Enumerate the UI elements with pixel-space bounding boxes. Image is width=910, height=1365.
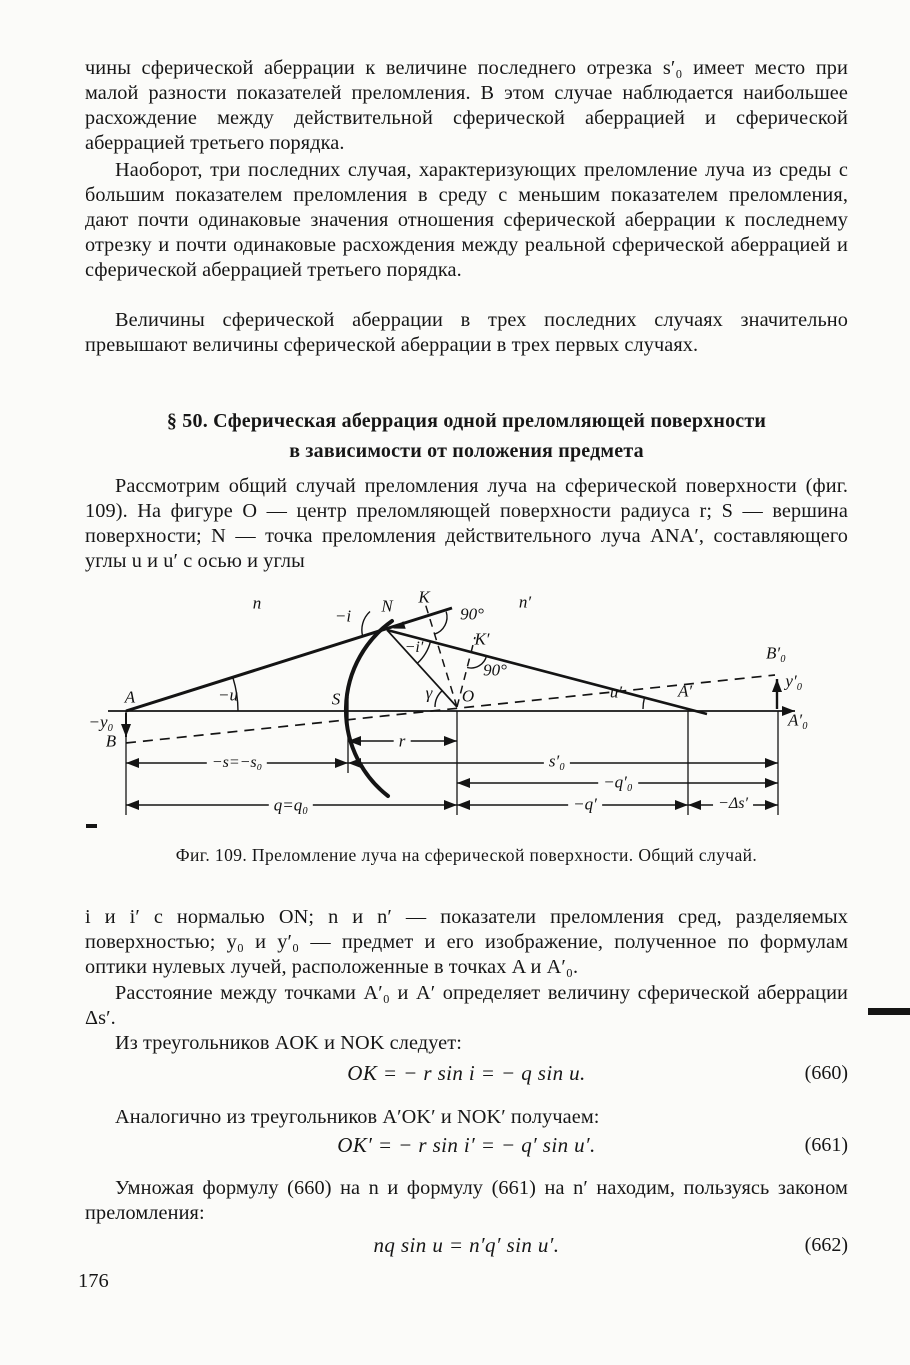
label-A-prime: A′ — [677, 681, 693, 701]
label-n-prime: n′ — [518, 592, 532, 612]
equation-662-expression: nq sin u = n′q′ sin u′. — [373, 1233, 560, 1257]
equation-661-number: (661) — [804, 1134, 848, 1156]
label-dimension-q: q=q₀ — [269, 797, 313, 814]
angle-arc-gamma — [435, 691, 442, 707]
label-K: K — [418, 587, 430, 607]
label-dimension-q-prime: −q′ — [568, 796, 602, 813]
label-A0-prime: A′₀ — [787, 710, 809, 730]
label-A: A — [124, 687, 136, 707]
section-heading — [85, 406, 848, 466]
paragraph-6: Расстояние между точками A′₀ и A′ определяет величину сферической аберрации Δs′. — [85, 982, 848, 1029]
label-y0-prime: y′₀ — [785, 671, 803, 691]
section-heading-line1: § 50. Сферическая аберрация одной преломляющей поверхности — [166, 410, 767, 432]
label-n: n — [252, 593, 262, 613]
label-dimension-q0-prime: −q′₀ — [598, 774, 638, 791]
label-dimension-delta-s-prime: −Δs′ — [713, 796, 753, 812]
equation-660-expression: OK = − r sin i = − q sin u. — [347, 1061, 586, 1085]
label-N: N — [381, 596, 393, 616]
label-minus-i-prime: −i′ — [404, 639, 424, 656]
scan-artifact-right-margin — [868, 1008, 910, 1015]
section-heading-line2: в зависимости от положения предмета — [289, 440, 644, 462]
paragraph-2: Наоборот, три последних случая, характеризующих преломление луча из среды с большим показателем преломления в среду с меньшим показателем преломления, дают почти одинаковые значения отношения сферической аберрации к последнему отрезку и почти одинаковые расхождения между реальной сферической аберрацией и сферической аберрацией третьего порядка. — [85, 159, 848, 281]
equation-660-number: (660) — [804, 1062, 848, 1084]
angle-arc-90-top — [434, 612, 447, 635]
paragraph-continuation: чины сферической аберрации к величине последнего отрезка s′₀ имеет место при малой разности показателей преломления. В этом случае наблюдается наибольшее расхождение между действительной сферической аберрацией и сферической аберрацией третьего порядка. — [85, 57, 848, 154]
figure-109-diagram — [85, 587, 825, 841]
label-B0-prime: B′₀ — [765, 643, 787, 663]
label-minus-y0: −y₀ — [88, 712, 114, 732]
label-u-prime: u′ — [609, 682, 623, 702]
paragraph-7: Из треугольников AOK и NOK следует: — [115, 1032, 462, 1054]
label-gamma: γ — [425, 683, 433, 703]
equation-662-number: (662) — [804, 1234, 848, 1256]
angle-arc-u-prime — [643, 698, 645, 709]
paragraph-8: Аналогично из треугольников A′OK′ и NOK′ получаем: — [115, 1106, 600, 1128]
equation-661-expression: OK′ = − r sin i′ = − q′ sin u′. — [337, 1133, 596, 1157]
paragraph-3: Величины сферической аберрации в трех последних случаях значительно превышают величины сферической аберрации в трех первых случаях. — [85, 309, 848, 356]
label-O: O — [461, 686, 475, 706]
paragraph-9: Умножая формулу (660) на n и формулу (661) на n′ находим, пользуясь законом преломления: — [85, 1177, 848, 1224]
label-minus-i: −i — [334, 606, 352, 626]
figure-caption: Фиг. 109. Преломление луча на сферической поверхности. Общий случай. — [175, 845, 758, 865]
label-90-top: 90° — [460, 604, 484, 624]
page-number: 176 — [78, 1270, 109, 1292]
label-K-prime: K′ — [474, 629, 490, 649]
label-dimension-s: −s=−s₀ — [207, 755, 267, 771]
label-S: S — [331, 689, 341, 709]
label-dimension-r: r — [394, 733, 411, 750]
spherical-surface-arc — [346, 621, 392, 796]
equation-661 — [85, 1133, 848, 1163]
label-dimension-s0-prime: s′₀ — [544, 753, 570, 770]
scan-artifact-left-margin — [86, 824, 97, 828]
label-minus-u: −u — [218, 685, 238, 705]
paragraph-5: i и i′ с нормалью ON; n и n′ — показатели преломления сред, разделяемых поверхностью; y₀ и y′₀ — предмет и его изображение, полученное по формулам оптики нулевых лучей, расположенные в точках A и A′₀. — [85, 906, 848, 978]
equation-660 — [85, 1061, 848, 1091]
label-90-bottom: 90° — [483, 660, 507, 680]
paragraph-4: Рассмотрим общий случай преломления луча на сферической поверхности (фиг. 109). На фигуре O — центр преломляющей поверхности радиуса r; S — вершина поверхности; N — точка преломления действительного луча ANA′, составляющего углы u и u′ с осью и углы — [85, 475, 848, 572]
label-B: B — [105, 731, 117, 751]
equation-662 — [85, 1233, 848, 1263]
